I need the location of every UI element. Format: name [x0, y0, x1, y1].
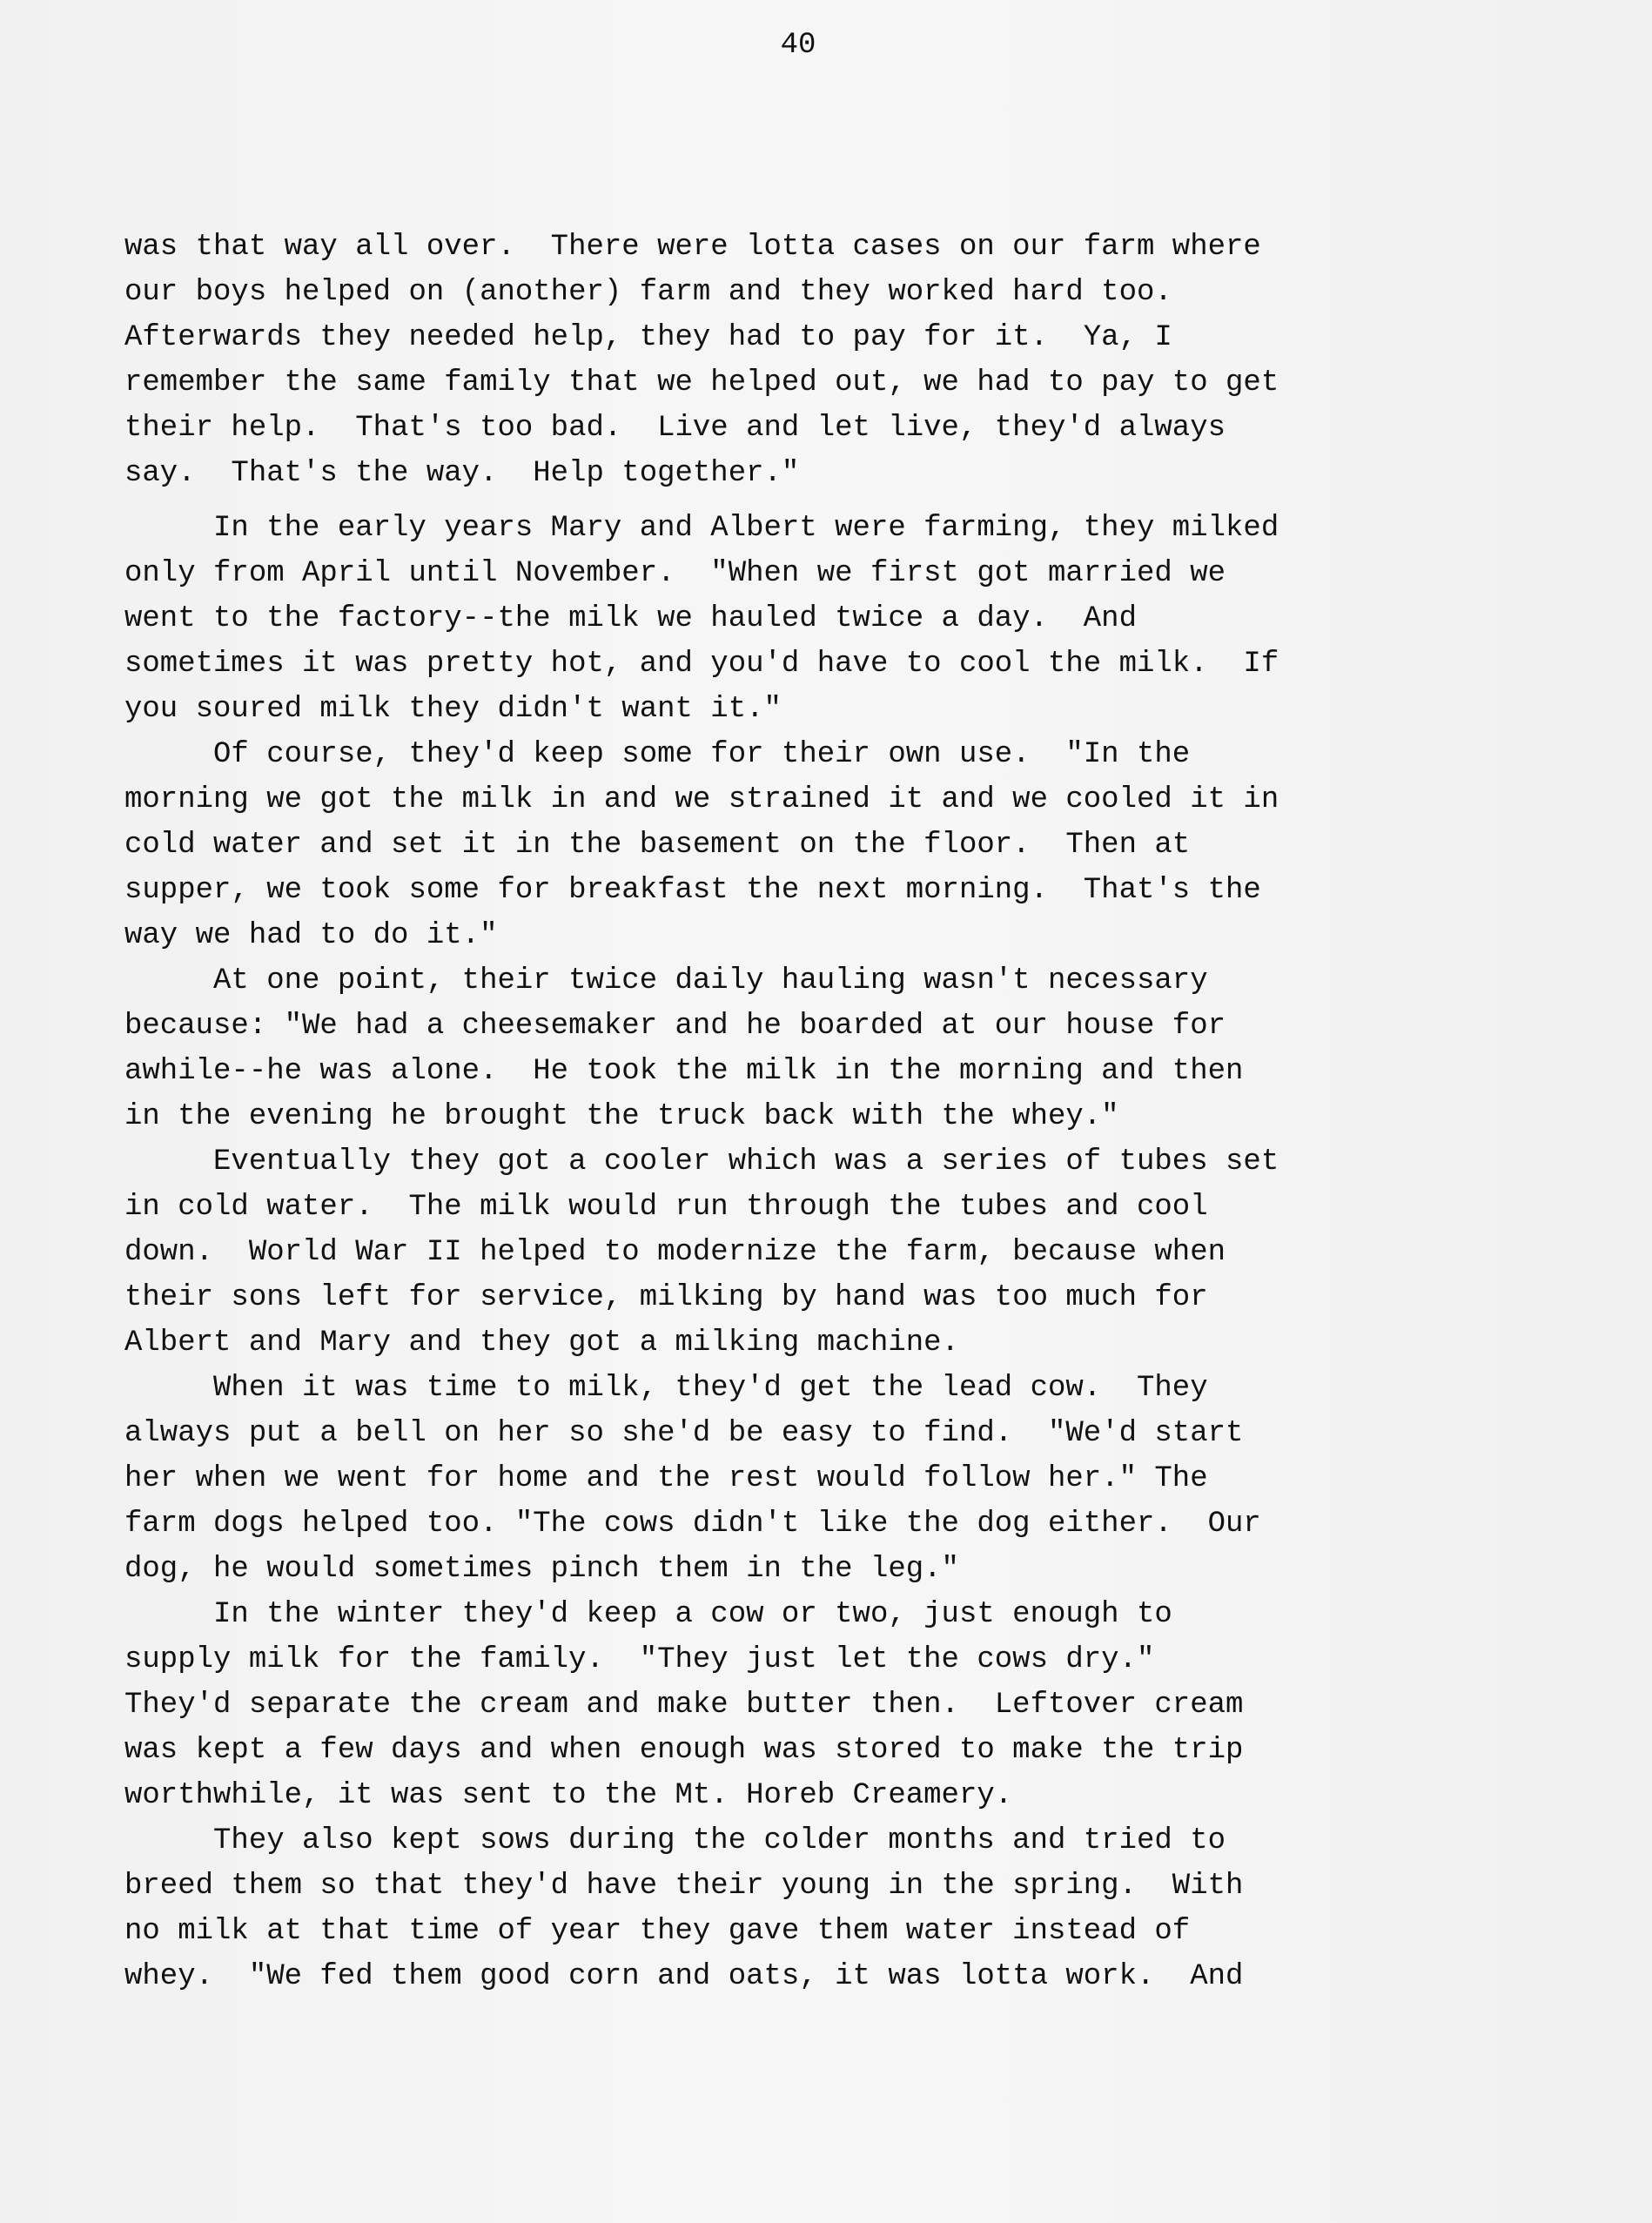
text-line: whey. "We fed them good corn and oats, it was lotta work. And [124, 1960, 1244, 1993]
text-line: their help. That's too bad. Live and let live, they'd always [124, 412, 1226, 445]
text-line: you soured milk they didn't want it." [124, 693, 782, 726]
text-line: remember the same family that we helped out, we had to pay to get [124, 366, 1279, 400]
text-line: In the winter they'd keep a cow or two, just enough to [124, 1598, 1172, 1631]
text-line: Of course, they'd keep some for their own use. "In the [124, 738, 1191, 771]
text-line: worthwhile, it was sent to the Mt. Horeb Creamery. [124, 1779, 1013, 1812]
text-line: farm dogs helped too. "The cows didn't like the dog either. Our [124, 1508, 1261, 1541]
text-line: our boys helped on (another) farm and they worked hard too. [124, 276, 1172, 309]
text-line: At one point, their twice daily hauling wasn't necessary [124, 964, 1208, 997]
text-line: supply milk for the family. "They just let the cows dry." [124, 1643, 1155, 1676]
text-line: When it was time to milk, they'd get the lead cow. They [124, 1372, 1208, 1405]
text-line: sometimes it was pretty hot, and you'd have to cool the milk. If [124, 648, 1279, 681]
text-line: supper, we took some for breakfast the next morning. That's the [124, 874, 1261, 907]
page-number: 40 [780, 29, 816, 62]
text-line: only from April until November. "When we first got married we [124, 557, 1226, 590]
text-line: They'd separate the cream and make butter then. Leftover cream [124, 1689, 1244, 1722]
text-line: went to the factory--the milk we hauled twice a day. And [124, 602, 1137, 635]
text-line: because: "We had a cheesemaker and he boarded at our house for [124, 1010, 1226, 1043]
text-line: down. World War II helped to modernize the farm, because when [124, 1236, 1226, 1269]
text-line: dog, he would sometimes pinch them in the leg." [124, 1553, 959, 1586]
text-line: cold water and set it in the basement on the floor. Then at [124, 829, 1191, 862]
text-line: awhile--he was alone. He took the milk in the morning and then [124, 1055, 1244, 1088]
text-line: their sons left for service, milking by hand was too much for [124, 1281, 1208, 1314]
text-line: always put a bell on her so she'd be easy to find. "We'd start [124, 1417, 1244, 1450]
text-line: was that way all over. There were lotta cases on our farm where [124, 231, 1261, 264]
body-text [124, 225, 1482, 1999]
text-line: Afterwards they needed help, they had to pay for it. Ya, I [124, 321, 1172, 354]
text-line: her when we went for home and the rest would follow her." The [124, 1462, 1208, 1495]
text-line: Eventually they got a cooler which was a series of tubes set [124, 1145, 1279, 1179]
text-line: in cold water. The milk would run through the tubes and cool [124, 1191, 1208, 1224]
text-line: in the evening he brought the truck back with the whey." [124, 1100, 1119, 1133]
text-line: In the early years Mary and Albert were farming, they milked [124, 512, 1279, 545]
text-line: Albert and Mary and they got a milking machine. [124, 1326, 959, 1360]
text-line: was kept a few days and when enough was stored to make the trip [124, 1734, 1244, 1767]
text-line: no milk at that time of year they gave them water instead of [124, 1915, 1191, 1948]
text-line: morning we got the milk in and we strained it and we cooled it in [124, 783, 1279, 816]
text-line: way we had to do it." [124, 919, 498, 952]
text-line: They also kept sows during the colder months and tried to [124, 1824, 1226, 1857]
text-line: say. That's the way. Help together." [124, 457, 800, 490]
text-line: breed them so that they'd have their young in the spring. With [124, 1870, 1244, 1903]
